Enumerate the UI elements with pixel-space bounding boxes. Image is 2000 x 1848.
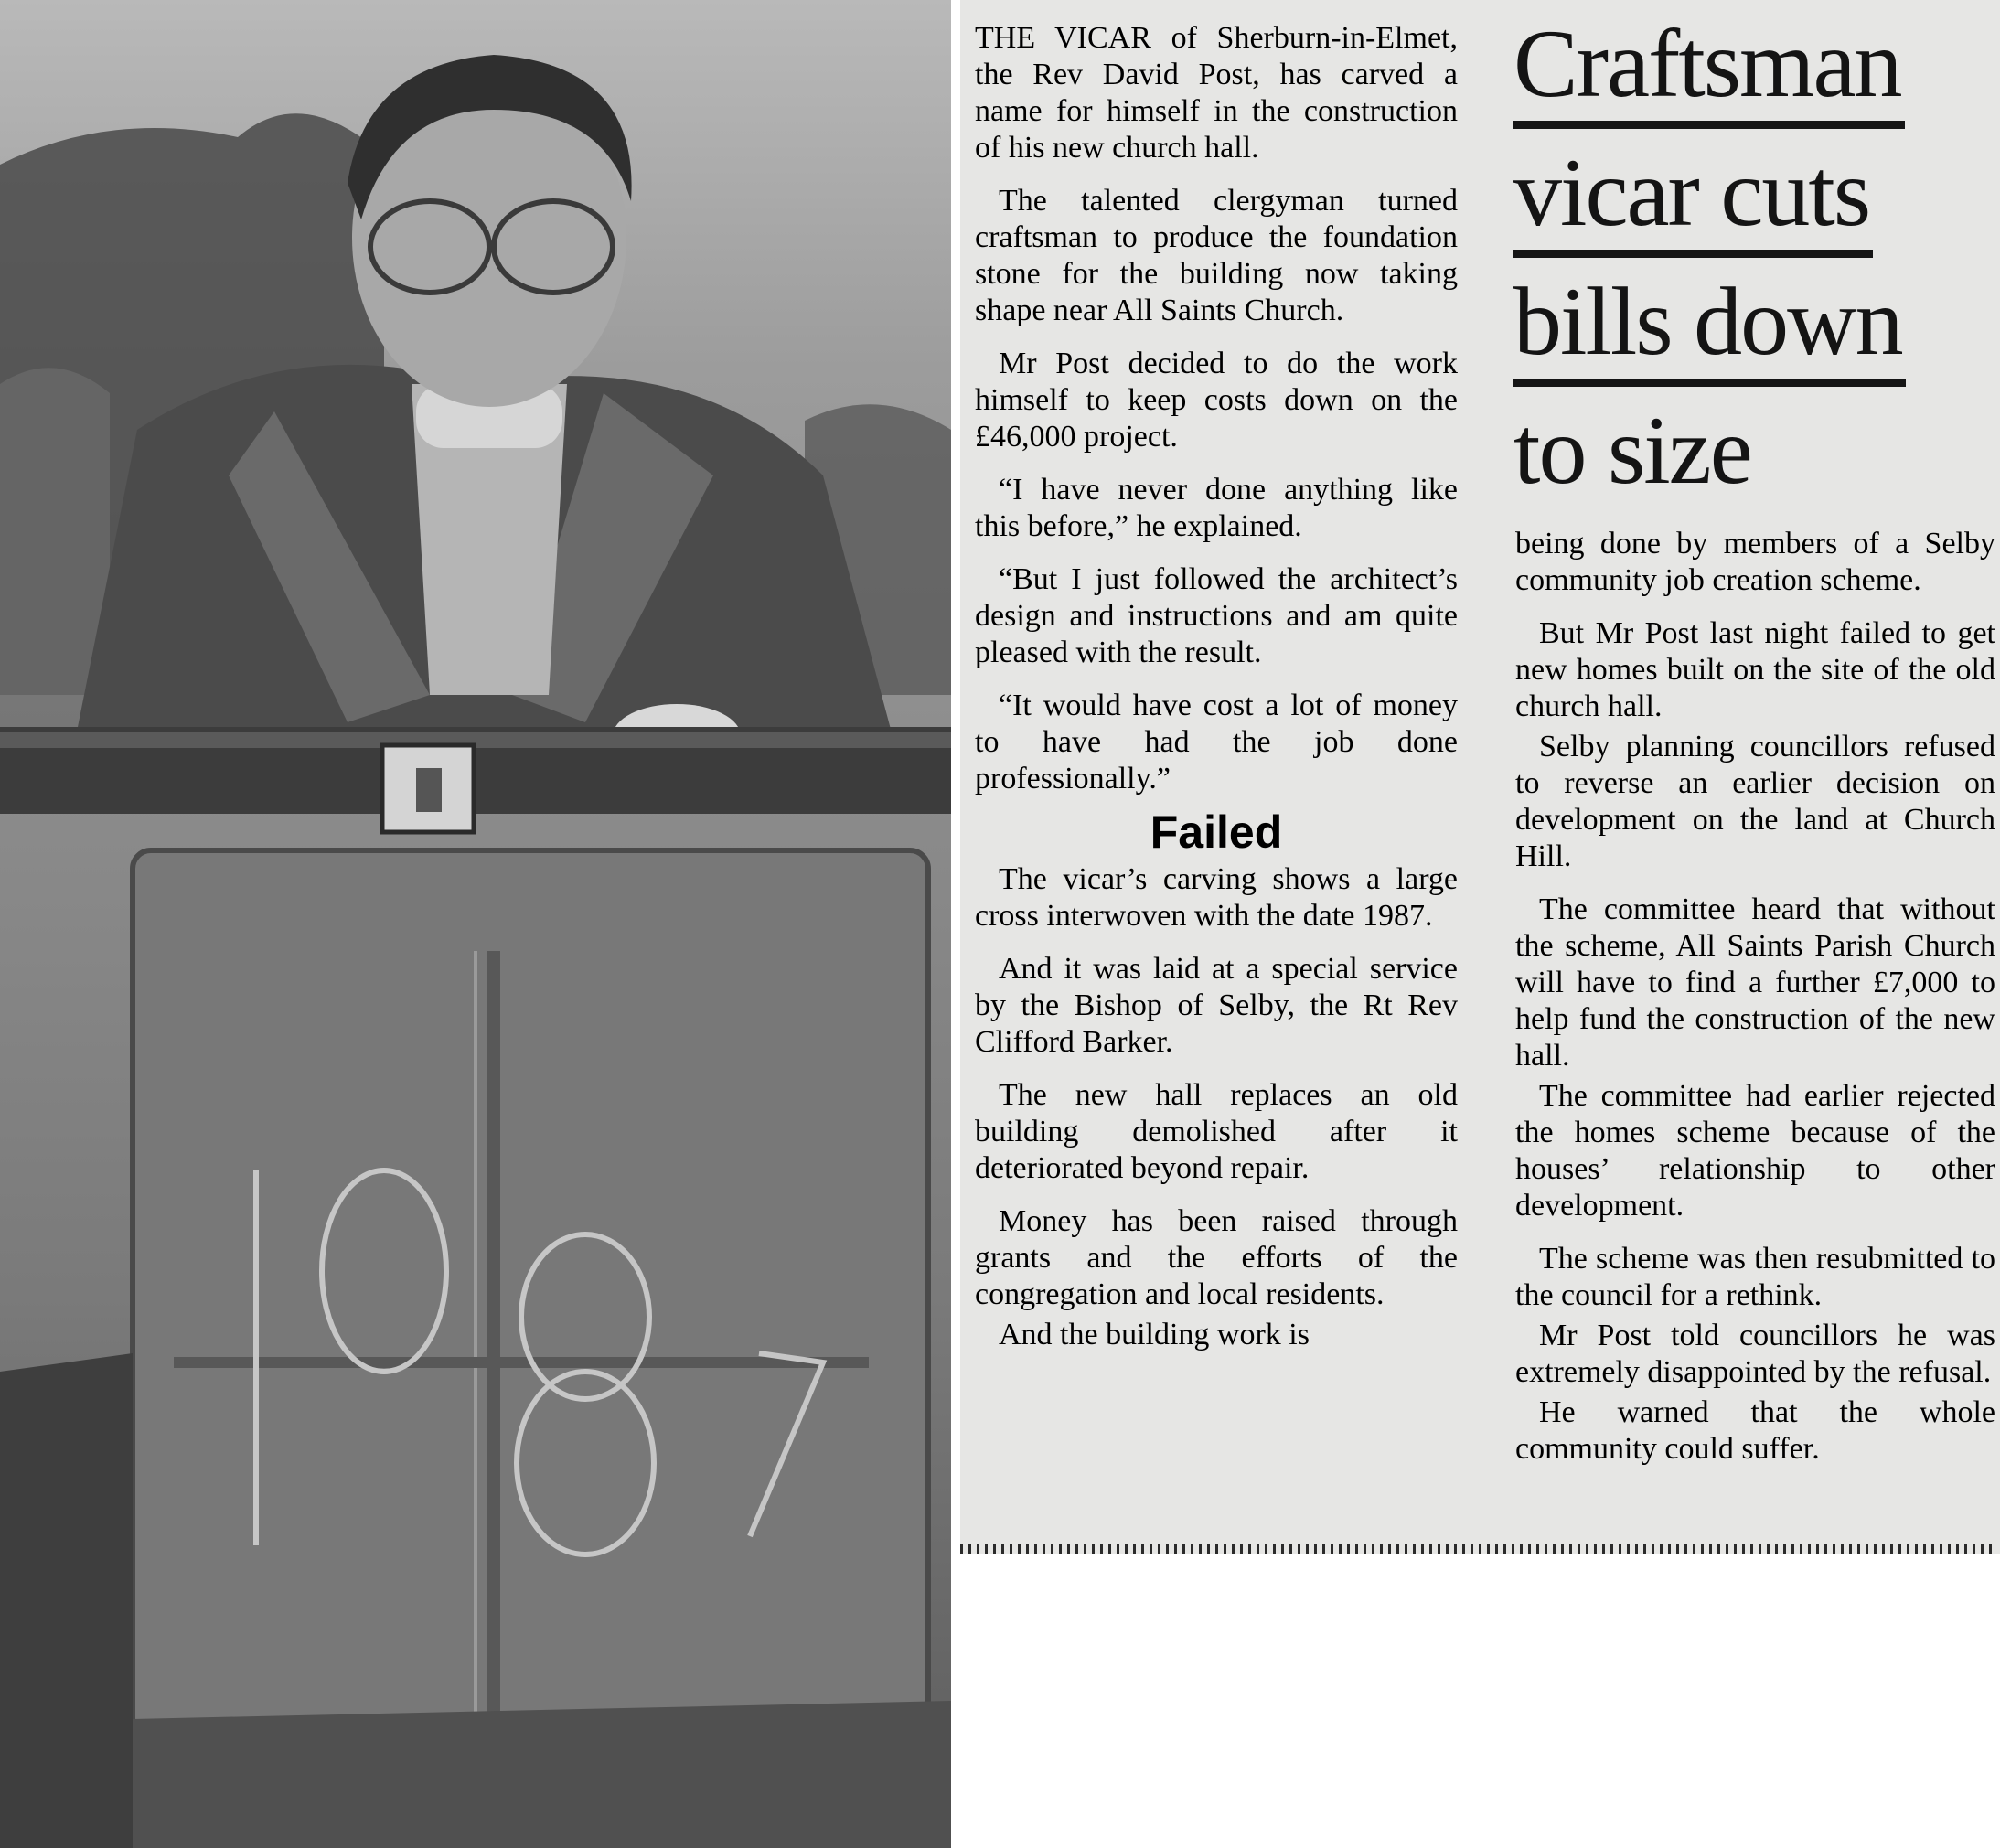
article-column-2 (1515, 526, 1995, 1471)
headline-line-4: to size (1513, 397, 1751, 504)
paragraph: The scheme was then resubmitted to the council for a rethink. (1515, 1242, 1995, 1312)
vicar-with-foundation-stone-illustration (0, 0, 951, 1848)
paragraph: And the building work is (999, 1318, 1310, 1351)
paragraph: The new hall replaces an old building demolished after it deteriorated beyond repair. (975, 1078, 1458, 1185)
paragraph: “It would have cost a lot of money to have had the job done professionally.” (975, 689, 1458, 796)
paragraph: But Mr Post last night failed to get new homes built on the site of the old church hall. (1515, 616, 1995, 723)
subheading: Failed (1150, 806, 1283, 858)
headline-line-2: vicar cuts (1513, 142, 1873, 258)
headline-line-3: bills down (1513, 271, 1906, 387)
paragraph: And it was laid at a special service by the Bishop of Selby, the Rt Rev Clifford Barker. (975, 952, 1458, 1059)
paragraph: Money has been raised through grants and the efforts of the congregation and local residents. (975, 1204, 1458, 1311)
paragraph: THE VICAR of Sherburn-in-Elmet, the Rev David Post, has carved a name for himself in the construction of his new church hall. (975, 21, 1458, 165)
paragraph: Selby planning councillors refused to reverse an earlier decision on development on the land at Church Hill. (1515, 730, 1995, 873)
headline-line-1: Craftsman (1513, 13, 1905, 129)
torn-edge (960, 1544, 1994, 1554)
paragraph: Mr Post told councillors he was extremely disappointed by the refusal. (1515, 1319, 1995, 1389)
headline (1513, 10, 1962, 520)
paragraph: The talented clergyman turned craftsman to produce the foundation stone for the building now taking shape near All Saints Church. (975, 184, 1458, 327)
article-photo (0, 0, 951, 1848)
paragraph: The vicar’s carving shows a large cross interwoven with the date 1987. (975, 862, 1458, 933)
paragraph: “I have never done anything like this before,” he explained. (975, 473, 1458, 543)
paragraph: The committee had earlier rejected the homes scheme because of the houses’ relationship to other development. (1515, 1079, 1995, 1223)
paragraph: being done by members of a Selby community job creation scheme. (1515, 527, 1995, 597)
article-column-1 (975, 20, 1458, 1370)
paragraph: “But I just followed the architect’s design and instructions and am quite pleased with the result. (975, 562, 1458, 669)
paragraph: He warned that the whole community could suffer. (1515, 1395, 1995, 1466)
paragraph: The committee heard that without the scheme, All Saints Parish Church will have to find a further £7,000 to help fund the construction of the new hall. (1515, 892, 1995, 1073)
paragraph: Mr Post decided to do the work himself to keep costs down on the £46,000 project. (975, 347, 1458, 454)
